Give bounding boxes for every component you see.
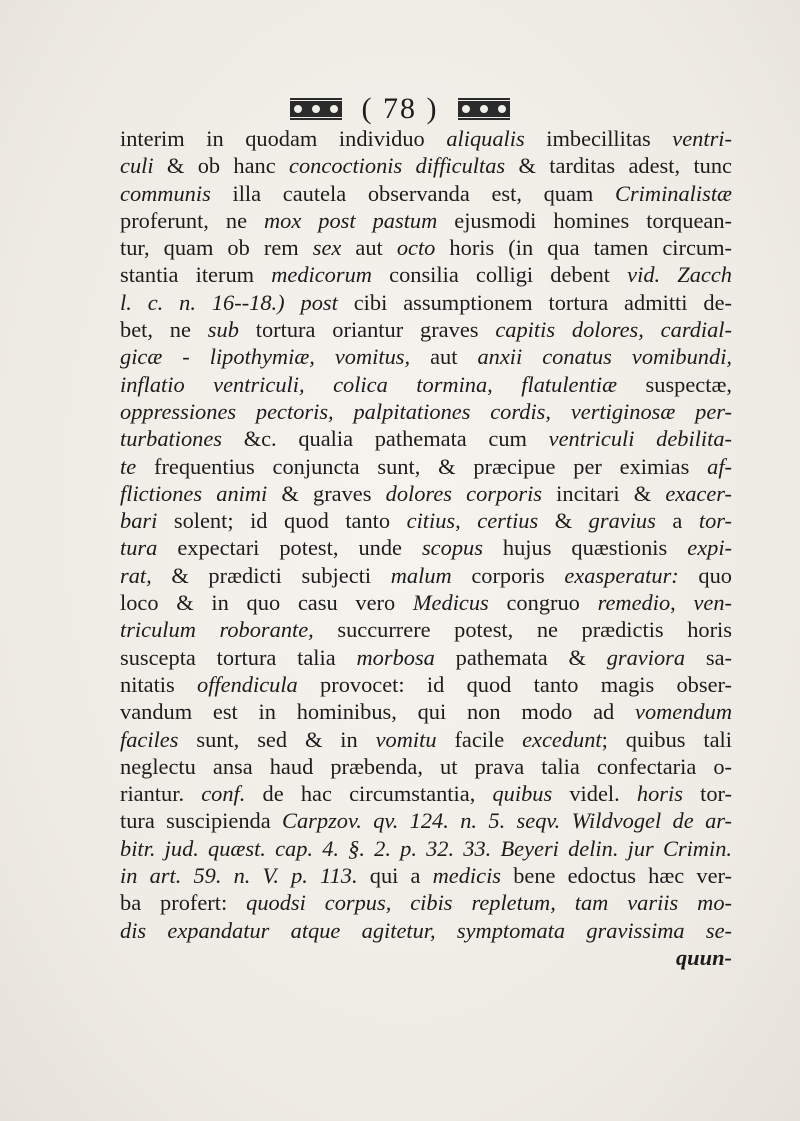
italic-text: tor- <box>698 508 732 534</box>
italic-text: aliqualis <box>446 126 525 151</box>
italic-text: Medicus <box>412 590 489 616</box>
text-line <box>120 180 732 207</box>
text-line <box>120 453 732 480</box>
italic-text: quibus <box>492 781 553 807</box>
italic-text: scopus <box>421 535 483 561</box>
right-ornament-icon <box>456 96 512 122</box>
italic-text: conf. <box>201 781 246 807</box>
text-run: bet, ne <box>120 317 208 343</box>
text-run: frequentius conjuncta sunt, & præcipue per eximias <box>136 453 708 479</box>
text-line <box>120 562 732 589</box>
italic-text: bari <box>120 508 158 534</box>
italic-text: exasperatur: <box>564 562 679 588</box>
text-run: illa cautela observanda est, quam <box>210 180 616 206</box>
italic-text: dolores corporis <box>385 480 543 506</box>
italic-text: sex <box>312 235 342 261</box>
italic-text: exacer- <box>665 480 733 506</box>
text-run: cibi assumptionem tortura admitti de- <box>337 289 732 315</box>
page-number: ( 78 ) <box>361 92 439 125</box>
italic-text: tura <box>120 535 158 561</box>
page-header <box>0 92 800 126</box>
text-run: tura suscipienda <box>120 808 283 834</box>
text-line <box>120 534 732 561</box>
text-line <box>120 780 732 807</box>
text-run: qui a <box>357 863 433 889</box>
text-line <box>120 343 732 370</box>
text-run: incitari & <box>542 480 666 506</box>
italic-text: concoctionis difficultas <box>289 153 506 179</box>
italic-text: anxii conatus vomibundi, <box>477 344 733 370</box>
italic-text: octo <box>396 235 436 261</box>
text-run: aut <box>430 344 478 370</box>
italic-text: citius, certius <box>406 508 539 534</box>
text-line <box>120 698 732 725</box>
text-run: loco & in quo casu vero <box>120 590 413 616</box>
text-run <box>285 290 301 315</box>
text-line <box>120 398 732 425</box>
text-run: suscepta tortura talia <box>120 644 357 670</box>
italic-text: capitis dolores, cardial- <box>495 317 732 343</box>
text-run: suspectæ, <box>617 371 733 397</box>
text-run: aut <box>341 235 397 261</box>
italic-text: rat, <box>120 562 152 588</box>
italic-text: communis <box>120 180 211 206</box>
text-run: & ob hanc <box>153 153 290 179</box>
text-line <box>120 889 732 916</box>
text-run: ; quibus tali <box>601 726 732 752</box>
italic-text: mox post pastum <box>264 207 438 233</box>
italic-text: flictiones animi <box>120 480 268 506</box>
catchword-text: quun- <box>675 944 732 970</box>
text-run: ejusmodi homines torquean- <box>437 207 732 233</box>
text-line <box>120 207 732 234</box>
text-line <box>120 644 732 671</box>
italic-text: vid. Zacch <box>627 262 732 288</box>
text-run: neglectu ansa haud præbenda, ut prava talia confectaria o- <box>120 753 732 779</box>
italic-text: sub <box>207 317 239 343</box>
text-line <box>120 807 732 834</box>
text-line <box>120 753 732 780</box>
text-run: bene edoctus hæc ver- <box>501 863 732 889</box>
text-run: succurrere potest, ne prædictis horis <box>313 617 732 643</box>
italic-text: dis expandatur atque agitetur, symptomata gravissima se- <box>120 917 732 943</box>
text-line <box>120 371 732 398</box>
text-run: expectari potest, unde <box>157 535 422 561</box>
text-run: imbecillitas <box>524 126 673 151</box>
text-run: interim in quodam individuo <box>120 126 447 151</box>
italic-text: gravius <box>588 508 656 534</box>
italic-text: l. c. n. 16--18.) <box>120 289 285 315</box>
text-line <box>120 507 732 534</box>
text-run: horis (in qua tamen circum- <box>435 235 732 261</box>
italic-text: expi- <box>687 535 732 561</box>
text-line <box>120 261 732 288</box>
text-run: nitatis <box>120 671 198 697</box>
body-text <box>120 125 732 971</box>
text-run: proferunt, ne <box>120 207 264 233</box>
text-run: congruo <box>488 590 598 616</box>
text-line <box>120 316 732 343</box>
text-line <box>120 125 732 152</box>
italic-text: excedunt <box>522 726 602 752</box>
italic-text: remedio <box>597 590 671 616</box>
text-line <box>120 726 732 753</box>
italic-text: malum <box>390 562 452 588</box>
text-run: , <box>670 590 694 616</box>
text-run: tor- <box>682 781 732 807</box>
text-run: pathemata & <box>434 644 607 670</box>
italic-text: horis <box>636 781 683 807</box>
text-run: a <box>655 508 699 534</box>
left-ornament-icon <box>288 96 344 122</box>
italic-text: quodsi corpus, cibis repletum, tam variis mo- <box>246 890 732 916</box>
text-line <box>120 152 732 179</box>
italic-text: offendicula <box>197 671 298 697</box>
text-run: &c. qualia pathemata cum <box>222 426 549 452</box>
italic-text: vomitu <box>375 726 437 752</box>
text-run: hujus quæstionis <box>482 535 688 561</box>
text-run: ba profert: <box>120 890 247 916</box>
text-line <box>120 917 732 944</box>
text-line <box>120 589 732 616</box>
italic-text: ven- <box>693 590 732 616</box>
italic-text: medicis <box>432 863 502 889</box>
text-run: tur, quam ob rem <box>120 235 313 261</box>
italic-text: af- <box>707 453 732 479</box>
italic-text: turbationes <box>120 426 223 452</box>
italic-text: morbosa <box>356 644 435 670</box>
text-run: de hac circumstantia, <box>245 781 493 807</box>
italic-text: faciles <box>120 726 179 752</box>
text-run: tortura oriantur graves <box>238 317 496 343</box>
text-run: corporis <box>451 562 565 588</box>
text-line <box>120 671 732 698</box>
italic-text: ventri- <box>672 126 732 151</box>
text-run: stantia iterum <box>120 262 272 288</box>
italic-text: triculum roborante, <box>120 617 314 643</box>
text-line <box>120 234 732 261</box>
text-line <box>120 425 732 452</box>
text-line <box>120 862 732 889</box>
text-line <box>120 835 732 862</box>
italic-text: gicæ - lipothymiæ, vomitus, <box>120 344 431 370</box>
text-run: & <box>538 508 589 534</box>
text-run: videl. <box>552 781 637 807</box>
italic-text: inflatio ventriculi, colica tormina, flatulentiæ <box>120 371 618 397</box>
italic-text: Carpzov. qv. 124. n. 5. seqv. Wildvogel de ar- <box>282 808 732 834</box>
italic-text: te <box>120 453 137 479</box>
italic-text: Criminalistæ <box>615 180 732 206</box>
text-run: facile <box>436 726 523 752</box>
italic-text: oppressiones pectoris, palpitationes cordis, vertiginosæ per- <box>120 398 732 424</box>
italic-text: bitr. jud. quæst. cap. 4. §. 2. p. 32. 33. Beyeri delin. jur Crimin. <box>120 835 732 861</box>
text-run: & graves <box>267 480 386 506</box>
italic-text: post <box>300 289 338 315</box>
catchword <box>120 944 732 971</box>
italic-text: graviora <box>606 644 686 670</box>
text-run: vandum est in hominibus, qui non modo ad <box>120 699 635 725</box>
italic-text: vomendum <box>635 699 732 725</box>
text-run: provocet: id quod tanto magis obser- <box>297 671 732 697</box>
italic-text: ventriculi debilita- <box>548 426 733 452</box>
text-run: quo <box>678 562 732 588</box>
text-run: sunt, sed & in <box>178 726 376 752</box>
text-line <box>120 289 732 316</box>
italic-text: medicorum <box>271 262 372 288</box>
text-line <box>120 616 732 643</box>
text-run: & tarditas adest, tunc <box>505 153 732 179</box>
text-run: riantur. <box>120 781 202 807</box>
italic-text: in art. 59. n. V. p. 113. <box>120 863 358 889</box>
text-run: solent; id quod tanto <box>157 508 407 534</box>
text-run: & prædicti subjecti <box>151 562 391 588</box>
text-run: consilia colligi debent <box>371 262 628 288</box>
text-line <box>120 480 732 507</box>
text-run: sa- <box>685 644 732 670</box>
italic-text: culi <box>120 153 154 179</box>
